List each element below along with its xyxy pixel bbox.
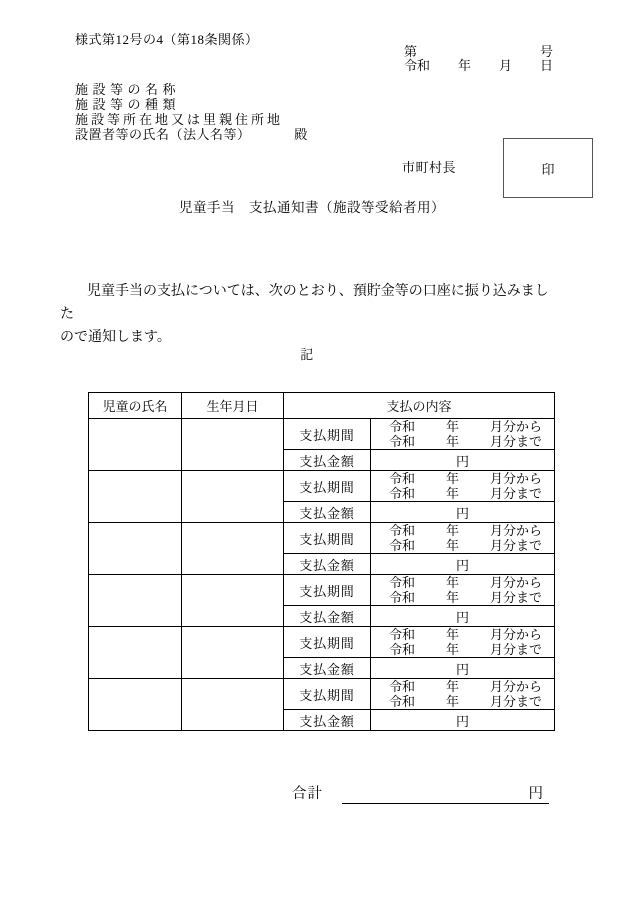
facility-type-label: 施設等の種類 [75, 97, 181, 112]
birthdate-cell [182, 471, 284, 523]
month-suffix-label: 月分まで [490, 538, 543, 553]
period-from-line [371, 575, 554, 590]
founder-name-text: 設置者等の氏名（法人名等） [75, 127, 251, 142]
period-label-cell: 支払期間 [284, 679, 371, 710]
period-value-cell [371, 575, 555, 606]
period-to-line [371, 694, 554, 709]
form-reference: 様式第12号の4（第18条関係） [75, 32, 259, 47]
month-suffix-label: 月分から [490, 471, 543, 486]
addressee-block [75, 82, 307, 142]
month-suffix-label: 月分から [490, 679, 543, 694]
amount-unit-label: 円 [456, 609, 470, 625]
mayor-label: 市町村長 [402, 160, 457, 175]
period-from-line [371, 471, 554, 486]
period-value-cell [371, 679, 555, 710]
year-label: 年 [446, 642, 460, 657]
era-label: 令和 [389, 471, 416, 486]
era-label: 令和 [389, 575, 416, 590]
era-label: 令和 [389, 694, 416, 709]
amount-value-cell [371, 554, 555, 575]
month-suffix-label: 月分から [490, 575, 543, 590]
period-label-cell: 支払期間 [284, 627, 371, 658]
year-label: 年 [446, 694, 460, 709]
amount-label-cell: 支払金額 [284, 710, 371, 731]
month-suffix-label: 月分まで [490, 486, 543, 501]
birthdate-cell [182, 523, 284, 575]
period-from-line [371, 419, 554, 434]
month-suffix-label: 月分まで [490, 642, 543, 657]
period-label-cell: 支払期間 [284, 523, 371, 554]
payment-group-period-row [89, 523, 555, 554]
amount-value-cell [371, 658, 555, 679]
month-suffix-label: 月分から [490, 419, 543, 434]
year-label: 年 [446, 538, 460, 553]
founder-name-label [75, 127, 307, 142]
document-number-line [404, 45, 553, 59]
era-label: 令和 [389, 434, 416, 449]
document-date-line [404, 59, 553, 73]
payment-table-header-row [89, 393, 555, 419]
header-child-name: 児童の氏名 [89, 393, 182, 419]
amount-value-cell [371, 502, 555, 523]
document-number-date-block [404, 45, 553, 73]
doc-number-prefix: 第 [404, 44, 418, 59]
year-label: 年 [446, 419, 460, 434]
total-amount-line [342, 782, 549, 804]
payment-group-period-row [89, 679, 555, 710]
era-label: 令和 [389, 538, 416, 553]
facility-name-label: 施設等の名称 [75, 82, 181, 97]
seal-label: 印 [541, 161, 555, 177]
child-name-cell [89, 419, 182, 471]
payment-group-period-row [89, 471, 555, 502]
birthdate-cell [182, 627, 284, 679]
amount-unit-label: 円 [456, 505, 470, 521]
amount-value-cell [371, 710, 555, 731]
amount-label-cell: 支払金額 [284, 658, 371, 679]
period-value-cell [371, 471, 555, 502]
page-title: 児童手当 支払通知書（施設等受給者用） [179, 200, 445, 215]
month-suffix-label: 月分から [490, 523, 543, 538]
amount-label-cell: 支払金額 [284, 450, 371, 471]
era-label: 令和 [389, 486, 416, 501]
total-row [292, 782, 549, 804]
era-label: 令和 [389, 627, 416, 642]
year-label: 年 [446, 590, 460, 605]
facility-address-label: 施設等所在地又は里親住所地 [75, 112, 284, 127]
amount-label-cell: 支払金額 [284, 606, 371, 627]
period-to-line [371, 642, 554, 657]
header-birth-date: 生年月日 [182, 393, 284, 419]
amount-unit-label: 円 [456, 713, 470, 729]
period-label-cell: 支払期間 [284, 419, 371, 450]
amount-unit-label: 円 [456, 557, 470, 573]
period-to-line [371, 486, 554, 501]
child-name-cell [89, 575, 182, 627]
body-line-1: 児童手当の支払については、次のとおり、預貯金等の口座に振り込みました [60, 284, 549, 322]
total-label: 合計 [292, 786, 323, 802]
era-label: 令和 [389, 523, 416, 538]
payment-table-body [89, 419, 555, 731]
notice-marker: 記 [300, 347, 314, 362]
payment-group-period-row [89, 419, 555, 450]
body-line-2: ので通知します。 [60, 330, 171, 345]
era-label: 令和 [389, 590, 416, 605]
period-from-line [371, 523, 554, 538]
year-label: 年 [446, 627, 460, 642]
amount-label-cell: 支払金額 [284, 554, 371, 575]
year-label: 年 [446, 523, 460, 538]
amount-label-cell: 支払金額 [284, 502, 371, 523]
year-label: 年 [446, 471, 460, 486]
period-from-line [371, 627, 554, 642]
birthdate-cell [182, 679, 284, 731]
payment-table [88, 392, 555, 731]
payment-group-period-row [89, 627, 555, 658]
period-to-line [371, 538, 554, 553]
month-suffix-label: 月分まで [490, 694, 543, 709]
period-to-line [371, 434, 554, 449]
era-label: 令和 [389, 679, 416, 694]
era-label: 令和 [389, 642, 416, 657]
era-label: 令和 [389, 419, 416, 434]
date-month-label: 月 [498, 58, 512, 73]
period-value-cell [371, 523, 555, 554]
amount-unit-label: 円 [456, 453, 470, 469]
doc-number-suffix: 号 [539, 44, 553, 59]
child-name-cell [89, 523, 182, 575]
period-from-line [371, 679, 554, 694]
period-label-cell: 支払期間 [284, 575, 371, 606]
seal-box [503, 138, 593, 198]
payment-group-period-row [89, 575, 555, 606]
year-label: 年 [446, 679, 460, 694]
date-year-label: 年 [457, 58, 471, 73]
month-suffix-label: 月分から [490, 627, 543, 642]
period-value-cell [371, 627, 555, 658]
total-unit-label: 円 [528, 786, 543, 802]
birthdate-cell [182, 419, 284, 471]
honorific-label: 殿 [294, 127, 308, 142]
child-name-cell [89, 679, 182, 731]
year-label: 年 [446, 486, 460, 501]
child-name-cell [89, 627, 182, 679]
amount-unit-label: 円 [456, 661, 470, 677]
year-label: 年 [446, 575, 460, 590]
birthdate-cell [182, 575, 284, 627]
period-to-line [371, 590, 554, 605]
child-name-cell [89, 471, 182, 523]
amount-value-cell [371, 606, 555, 627]
year-label: 年 [446, 434, 460, 449]
notification-body [60, 280, 557, 349]
period-value-cell [371, 419, 555, 450]
month-suffix-label: 月分まで [490, 434, 543, 449]
date-era-label: 令和 [404, 58, 431, 73]
period-label-cell: 支払期間 [284, 471, 371, 502]
date-day-label: 日 [539, 58, 553, 73]
amount-value-cell [371, 450, 555, 471]
header-payment-details: 支払の内容 [284, 393, 555, 419]
month-suffix-label: 月分まで [490, 590, 543, 605]
